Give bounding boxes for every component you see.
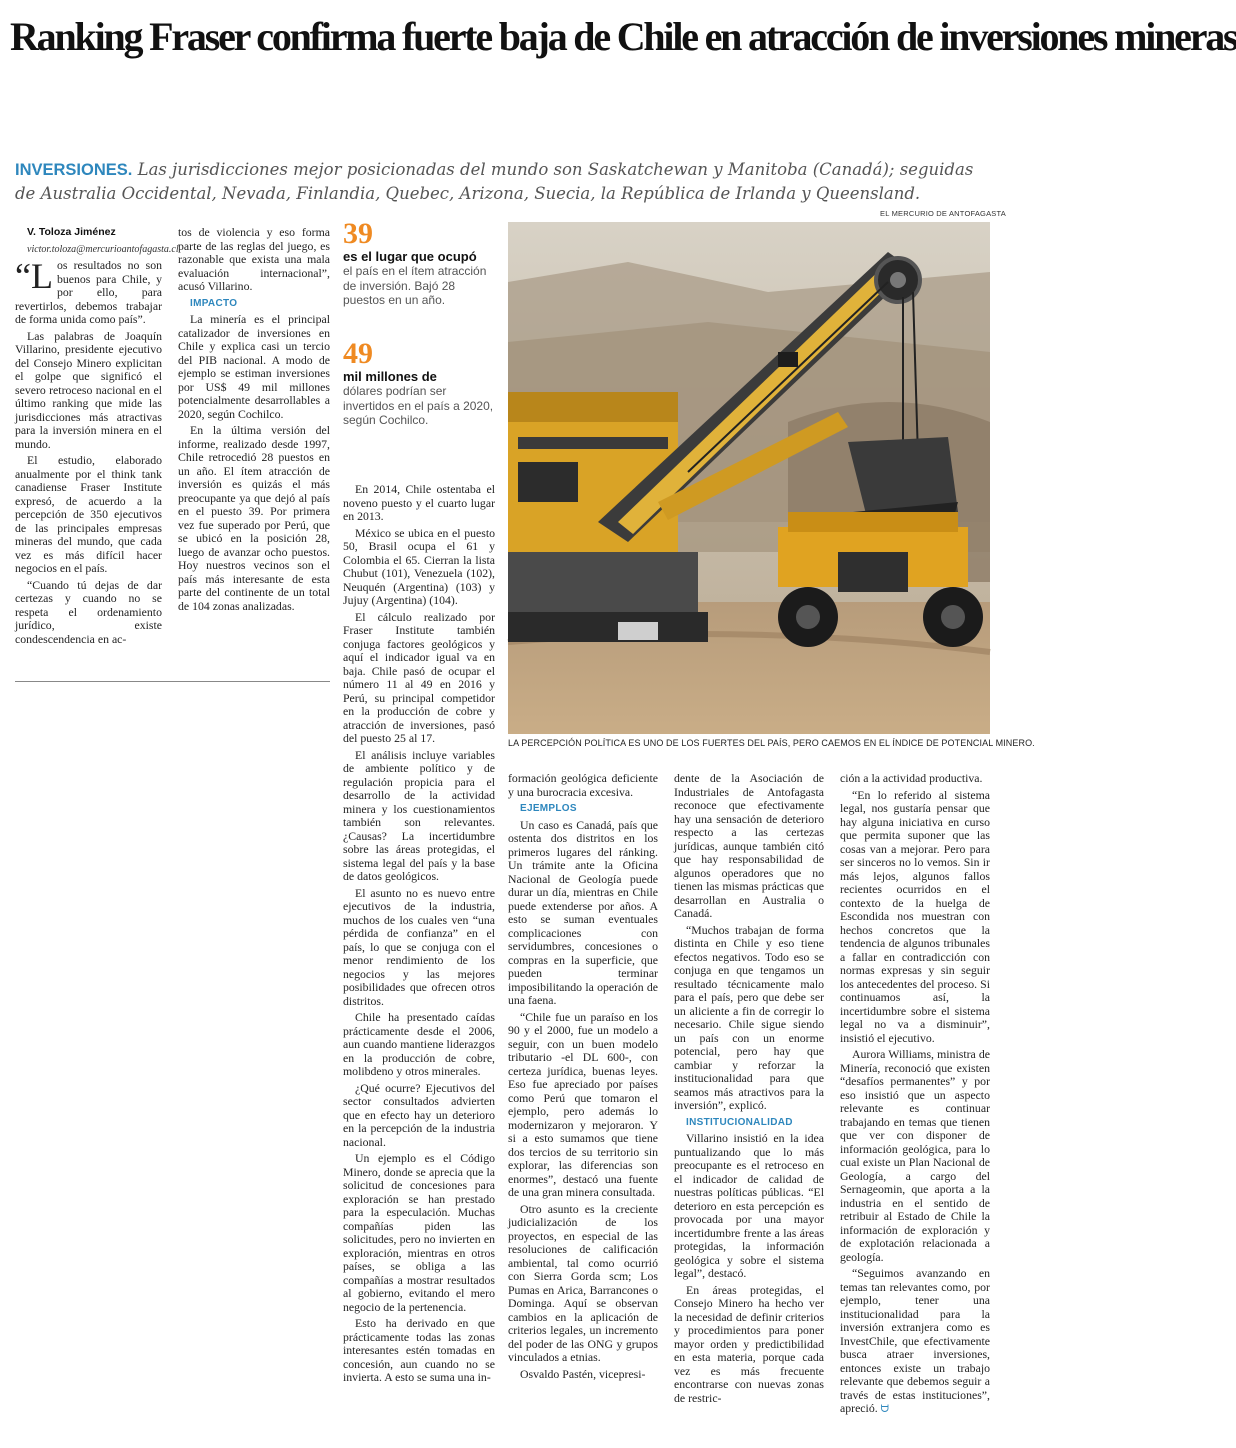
author-email: victor.toloza@mercurioantofagasta.cl [27, 243, 179, 255]
col4-p4: Otro asunto es la creciente judicialización de los proyectos, en especial de las resoluciones de calificación ambiental, tal como ocurrió con Sierra Gorda scm; Los Pumas en Arica, Barrancones o Dominga. Aquí se observan cambios en la aplicación de criterios legales, un incremento del poder de las ONG y grupos vinculados a etnias. [508, 1201, 658, 1364]
col5-p2: “Muchos trabajan de forma distinta en Chile y eso tiene efectos negativos. Todo eso se conjuga en que tengamos un resultado técnicamente malo para el país, pero que debe ser un aliciente a fin de corregir lo necesario. Chile sigue siendo un país con un enorme potencial, pero hay que cambiar y reforzar la institucionalidad para que seamos más atractivos para la inversión”, explicó. [674, 922, 824, 1112]
col6-p4 [840, 1267, 990, 1417]
lead-paragraph [15, 158, 990, 205]
mining-shovel-illustration [508, 222, 990, 734]
column-6 [840, 772, 990, 1420]
photo-caption: LA PERCEPCIÓN POLÍTICA ES UNO DE LOS FUERTES DEL PAÍS, PERO CAEMOS EN EL ÍNDICE DE POTENCIAL MINERO. [508, 738, 1035, 748]
col3-p9: Esto ha derivado en que prácticamente todas las zonas interesantes estén tomadas en concesión, aun cuando no se invierta. A esto se suma una in- [343, 1316, 495, 1384]
col3-p1: En 2014, Chile ostentaba el noveno puesto y el cuarto lugar en 2013. [343, 482, 495, 523]
lead-text: Las jurisdicciones mejor posicionadas del mundo son Saskatchewan y Manitoba (Canadá); seguidas de Australia Occidental, Nevada, Finlandia, Quebec, Arizona, Suecia, la República de Irlanda y Queensland. [15, 160, 974, 203]
col1-p3: El estudio, elaborado anualmente por el think tank canadiense Fraser Institute expresó, de acuerdo a la percepción de 350 ejecutivos de las principales empresas mineras del mundo, que cada vez es más difícil hacer negocios en el país. [15, 453, 162, 575]
col3-p5: El asunto no es nuevo entre ejecutivos de la industria, muchos de los cuales ven “una pérdida de confianza” en el país, lo que se conjuga con el menor rendimiento de los negocios y las mejores posibilidades que ofrecen otros distritos. [343, 885, 495, 1008]
stat-description: dólares podrían ser invertidos en el país a 2020, según Cochilco. [343, 384, 494, 427]
dropcap: “L [15, 256, 53, 296]
col4-p5: Osvaldo Pastén, vicepresi- [520, 1366, 646, 1381]
col5-p1: dente de la Asociación de Industriales de Antofagasta reconoce que efectivamente hay una sensación de deterioro respecto a las certezas jurídicas, aunque también citó que hay responsabilidad de algunos operadores que no tienen las mismas prácticas que desarrollan en Australia o Canadá. [674, 771, 824, 920]
col2-p3: En la última versión del informe, realizado desde 1997, Chile retrocedió 28 puestos en un año. El ítem atracción de inversión es quizás el más preocupante ya que dejó al país en el puesto 39. Por primera vez fue superado por Perú, que se ubicó en la posición 28, luego de avanzar ocho puestos. Hoy nuestros vecinos son el país más interesante de esta parte del continente de un total de 104 zonas analizadas. [178, 423, 330, 613]
stat-label: mil millones de [343, 369, 437, 384]
subhead-ejemplos: EJEMPLOS [520, 803, 577, 814]
stat-label: es el lugar que ocupó [343, 249, 477, 264]
end-mark-icon: ᗨ [880, 1404, 889, 1415]
col4-p3: “Chile fue un paraíso en los 90 y el 2000, fue un modelo a seguir, con un buen modelo tributario -el DL 600-, con certeza jurídica, buenas leyes. Eso fue apreciado por países como Perú que tomaron el ejemplo, pero además lo modernizaron y mejoraron. Y si a esto sumamos que tiene dos tercios de su territorio sin explorar, las diferencias son enormes”, destacó una fuente de una gran minera consultada. [508, 1009, 658, 1199]
col1-p1 [15, 256, 162, 327]
mining-photo [508, 222, 990, 734]
col3-p3: El cálculo realizado por Fraser Institute también conjuga factores geológicos y aquí el indicador igual va en baja. Chile pasó de ocupar el número 11 al 49 en 2016 y Perú, su principal competidor en la producción de cobre y atracción de inversiones, pasó del puesto 25 al 17. [343, 609, 495, 745]
col6-p3: Aurora Williams, ministra de Minería, reconoció que existen “desafíos permanentes” y por eso insistió que un aspecto relevante es continuar trabajando en temas que tienen que ver con disponer de información geológica, para lo cual existe un Plan Nacional de Geología, a cargo del Sernageomin, que aporta a la industria en el sentido de retribuir al Estado de Chile la información de exploración y de explotación relacionada a geología. [840, 1047, 990, 1264]
column-1 [15, 226, 179, 649]
col5-p4: En áreas protegidas, el Consejo Minero ha hecho ver la necesidad de definir criterios y procedimientos para poner mayor orden y predictibilidad en esta materia, porque cada vez es más frecuente encontrarse con nuevas zonas de restric- [674, 1282, 824, 1405]
col5-p3: Villarino insistió en la idea puntualizando que lo más preocupante es el retroceso en el indicador de calidad de nuestras políticas públicas. “El deterioro en esta percepción es provocada por una mayor incertidumbre frente a las áreas protegidas, la información geológica y sobre el sistema legal”, destacó. [674, 1131, 824, 1280]
stat-number: 39 [343, 217, 373, 250]
column-4 [508, 772, 658, 1384]
col4-p1: formación geológica deficiente y una burocracia excesiva. [508, 771, 658, 799]
byline: V. Toloza Jiménez [27, 226, 116, 238]
stat-description: el país en el ítem atracción de inversión. Bajó 28 puestos en un año. [343, 264, 487, 307]
col3-p4: El análisis incluye variables de ambiente político y de regulación propicia para el desarrollo de la actividad minera y los cuestionamientos también son relevantes. ¿Causas? La incertidumbre sobre las áreas protegidas, el sistema legal del país y la base de datos geológicos. [343, 747, 495, 883]
subhead-impacto: IMPACTO [190, 297, 238, 309]
col6-p2: “En lo referido al sistema legal, nos gustaría pensar que hay alguna iniciativa en curso que permita suponer que las cosas van a mejorar. Pero para ser sinceros no lo vemos. Sin ir más lejos, algunos fallos recientes ocurridos en el contexto de la huelga de Escondida nos muestran con hechos concretos que la tendencia de algunos tribunales a fallar en contradicción con normas expresas y sin seguir los antecedentes del proceso. Si continuamos así, la incertidumbre sobre el sistema legal no va a disminuir”, insistió el ejecutivo. [840, 787, 990, 1045]
col1-p4: “Cuando tú dejas de dar certezas y cuando no se respeta el ordenamiento jurídico, existe condescendencia en ac- [15, 577, 162, 646]
photo-credit: EL MERCURIO DE ANTOFAGASTA [880, 209, 1006, 218]
column-5 [674, 772, 824, 1408]
col1-p1-text: os resultados no son buenos para Chile, y por ello, para revertirlos, debemos trabajar de forma unida como país”. [15, 258, 162, 326]
col4-p2: Un caso es Canadá, país que ostenta dos distritos en los primeros lugares del ránking. Un trámite ante la Oficina Nacional de Geología puede durar un día, mientras en Chile puede extenderse por años. A esto se suman eventuales complicaciones con servidumbres, concesiones o compras en la superficie, que pueden terminar imposibilitando la operación de una faena. [508, 817, 658, 1007]
col2-p1: tos de violencia y eso forma parte de las reglas del juego, es razonable que exista una mala evaluación internacional”, acusó Villarino. [178, 225, 330, 293]
column-2 [178, 226, 330, 616]
stat-49 [343, 339, 498, 428]
column-3 [343, 483, 495, 1388]
col3-p6: Chile ha presentado caídas prácticamente desde el 2006, aun cuando mantiene liderazgos en la producción de cobre, molibdeno y otros minerales. [343, 1010, 495, 1078]
col3-p8: Un ejemplo es el Código Minero, donde se aprecia que la solicitud de concesiones para exploración se han prestado para la especulación. Muchas compañías piden las solicitudes, pero no invierten en exploración, mientras en otros países, se obliga a las compañías a mostrar resultados al gobierno, evitando el mero negocio de la pertenencia. [343, 1151, 495, 1314]
column-divider [15, 681, 330, 682]
col1-p2: Las palabras de Joaquín Villarino, presidente ejecutivo del Consejo Minero explicitan el golpe que significó el severo retroceso nacional en el último ranking que mide las jurisdicciones más atractivas para la inversión minera en el mundo. [15, 328, 162, 451]
stat-39 [343, 219, 493, 308]
stat-number: 49 [343, 337, 373, 370]
col3-p7: ¿Qué ocurre? Ejecutivos del sector consultados advierten que en efecto hay un deterioro en la percepción de la industria nacional. [343, 1080, 495, 1149]
col3-p2: México se ubica en el puesto 50, Brasil ocupa el 61 y Colombia el 65. Cierran la lista Chubut (101), Venezuela (102), Neuquén (Argentina) (103) y Jujuy (Argentina) (104). [343, 525, 495, 607]
headline: Ranking Fraser confirma fuerte baja de Chile en atracción de inversiones mineras [10, 14, 1236, 59]
col6-p1: ción a la actividad productiva. [840, 771, 983, 785]
subhead-institucionalidad: INSTITUCIONALIDAD [686, 1116, 793, 1128]
col6-p4-text: “Seguimos avanzando en temas tan relevantes como, por ejemplo, tener una institucionalidad para la inversión extranjera como es InvestChile, que efectivamente busca atraer inversiones, entonces existe un trabajo relevante que debemos seguir a través de estas instituciones”, apreció. [840, 1266, 990, 1415]
lead-kicker: INVERSIONES. [15, 161, 133, 179]
col2-p2: La minería es el principal catalizador de inversiones en Chile y explica casi un tercio del PIB nacional. A modo de ejemplo se estiman inversiones por US$ 49 mil millones potencialmente desarrollables a 2020, según Cochilco. [178, 312, 330, 421]
